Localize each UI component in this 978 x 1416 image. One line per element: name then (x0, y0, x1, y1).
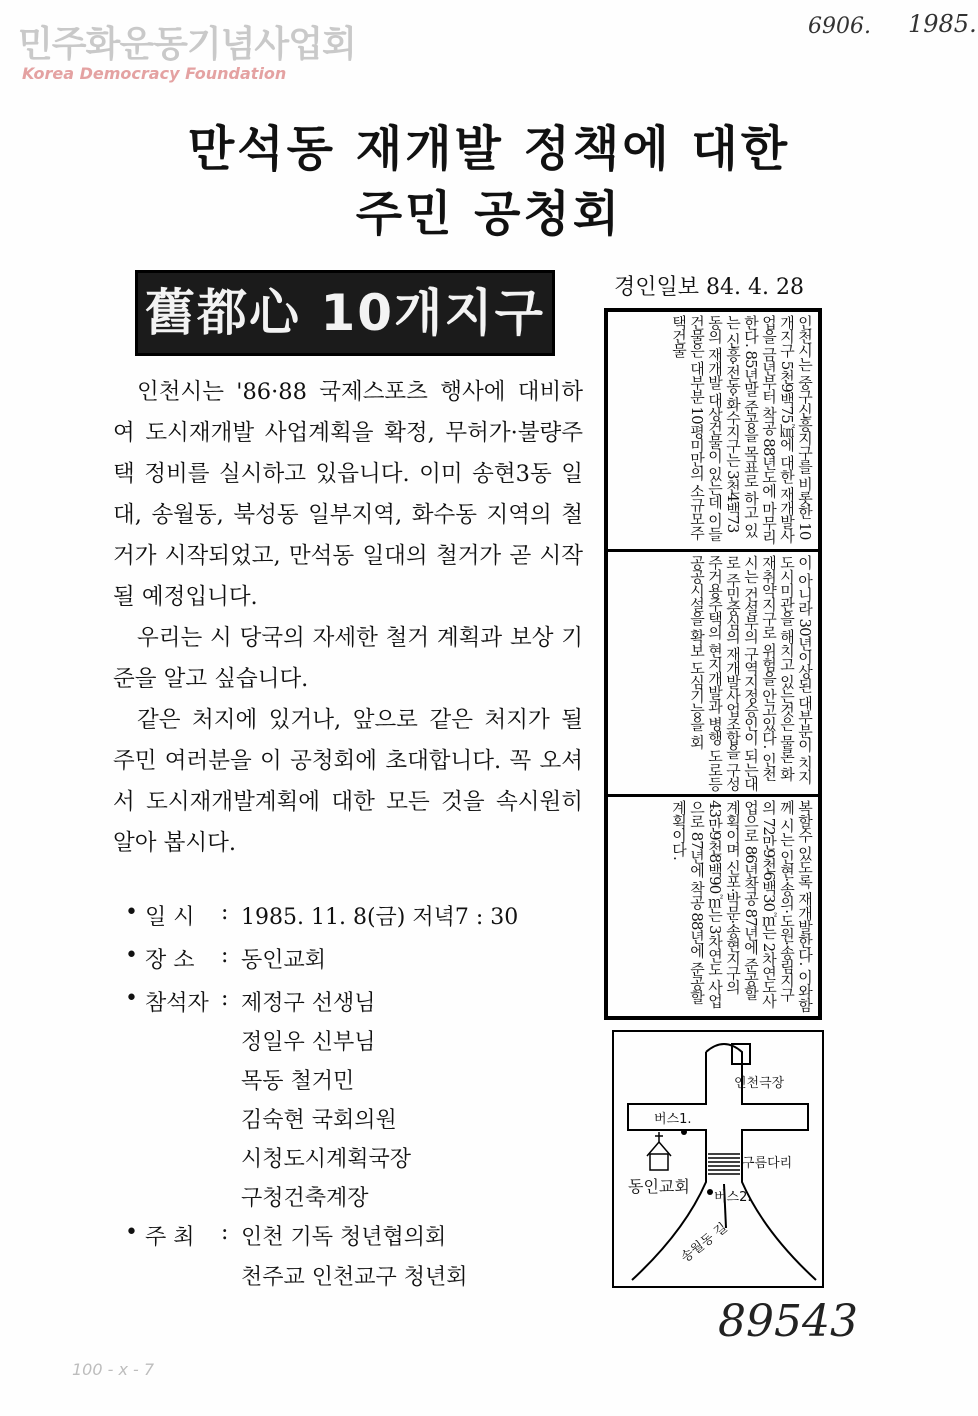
attendee: 제정구 선생님 (241, 991, 376, 1016)
attendee: 시청도시계획국장 (241, 1147, 412, 1172)
location-map (612, 1030, 824, 1288)
colon: : (221, 986, 229, 1011)
clipping-section-3: 복할수 있도록 재개발한다. 이와함께 시는 인현·송의·도원·송림지구의 72만9천6백30㎡는 2차연도사업으로 86년착공 87년에 준공할 계획이며 신포·박문·송현지구의 43만9천8백90㎡는 3차연도 사업으로 87년에 착공 88년에 준공할 계획이다. (670, 800, 814, 1012)
clipping-section-2: 이 아니라 30년이상된 대부분이 치지 도시미관을 해치고 있는것은 물론 화재취약지구로 위험을 안고있다. 인천시는 건설부의 구역지정승인이 되는대로 주민중심의 재개발사업조합을 구성 주거용주택의 현지개발과 병행 도로등 공공시설을 확보 도심기능을 회 (608, 552, 818, 797)
map-label-bridge: 구름다리 (742, 1156, 793, 1171)
date-value: 1985. 11. 8(금) 저녁7 : 30 (241, 905, 519, 930)
watermark-korean: 민주화운동기념사업회 (18, 24, 356, 65)
body-paragraph-2: 우리는 시 당국의 자세한 철거 계획과 보상 기준을 알고 싶습니다. (113, 625, 583, 692)
bullet-icon: • (125, 943, 138, 968)
map-label-church: 동인교회 (628, 1177, 690, 1196)
attendee: 김숙현 국회의원 (241, 1108, 397, 1133)
headline-banner: 舊都心 10개지구 (135, 270, 555, 356)
body-paragraph-3: 같은 처지에 있거나, 앞으로 같은 처지가 될 주민 여러분을 이 공청회에 초대합니다. 꼭 오셔서 도시재개발계획에 대한 모든 것을 속시원히 알아 봅시다. (113, 707, 583, 856)
attendees-label: 참석자 (145, 991, 209, 1016)
bullet-icon: • (125, 1220, 138, 1245)
map-label-bus2: 버스2. (714, 1190, 752, 1205)
place-label: 장 소 (145, 948, 195, 973)
body-paragraph-1: 인천시는 '86·88 국제스포츠 행사에 대비하여 도시재개발 사업계획을 확정, 무허가·불량주택 정비를 실시하고 있읍니다. 이미 송현3동 일대, 송월동, 북성동 일부지역, 화수동 지역의 철거가 시작되었고, 만석동 일대의 철거가 곧 시작 될 예정입니다. (113, 379, 583, 610)
handwritten-doc-number: 6906. (808, 14, 871, 39)
bullet-icon: • (125, 986, 138, 1011)
archive-number: 89543 (718, 1296, 858, 1347)
handwritten-year: 1985. (908, 10, 977, 38)
attendee: 구청건축계장 (241, 1186, 369, 1211)
host-label: 주 최 (145, 1225, 195, 1250)
newspaper-source: 경인일보 84. 4. 28 (614, 275, 804, 300)
body-text (113, 372, 583, 864)
church-icon (647, 1132, 671, 1170)
watermark-english: Korea Democracy Foundation (22, 64, 287, 83)
document-title-line2: 주민 공청회 (355, 186, 623, 242)
map-label-station: 인천극장 (734, 1076, 785, 1091)
date-label: 일 시 (145, 905, 195, 930)
map-label-bus1: 버스1. (654, 1112, 692, 1127)
host: 인천 기독 청년협의회 (241, 1225, 447, 1250)
host: 천주교 인천교구 청년회 (241, 1265, 468, 1290)
place-value: 동인교회 (241, 948, 327, 973)
map-label-road: 송월동 길 (678, 1220, 731, 1266)
colon: : (221, 1220, 229, 1245)
colon: : (221, 943, 229, 968)
bus-stop-1-icon (681, 1129, 687, 1135)
document-title-line1: 만석동 재개발 정책에 대한 (187, 121, 791, 177)
bus-stop-2-icon (707, 1189, 713, 1195)
clipping-section-1: 인천시는 중구신흥지구를 비롯한 10개지구 5천9백75㎢에 대한 재개발사업을 금년부터 착공 88년도에 마무리한다. 85년말 준공을 목표로 하고 있는 신흥·전동·화수지구는 3천4백73동의 재개발 대상건물이 있는데 이들건물은 대부분 10평미만의 소규모주택건물 (608, 312, 818, 552)
colon: : (221, 900, 229, 925)
attendee: 목동 철거민 (241, 1069, 355, 1094)
pencil-note: 100 - x - 7 (72, 1360, 155, 1379)
newspaper-clipping (604, 308, 822, 1020)
bullet-icon: • (125, 900, 138, 925)
attendee: 정일우 신부님 (241, 1030, 376, 1055)
